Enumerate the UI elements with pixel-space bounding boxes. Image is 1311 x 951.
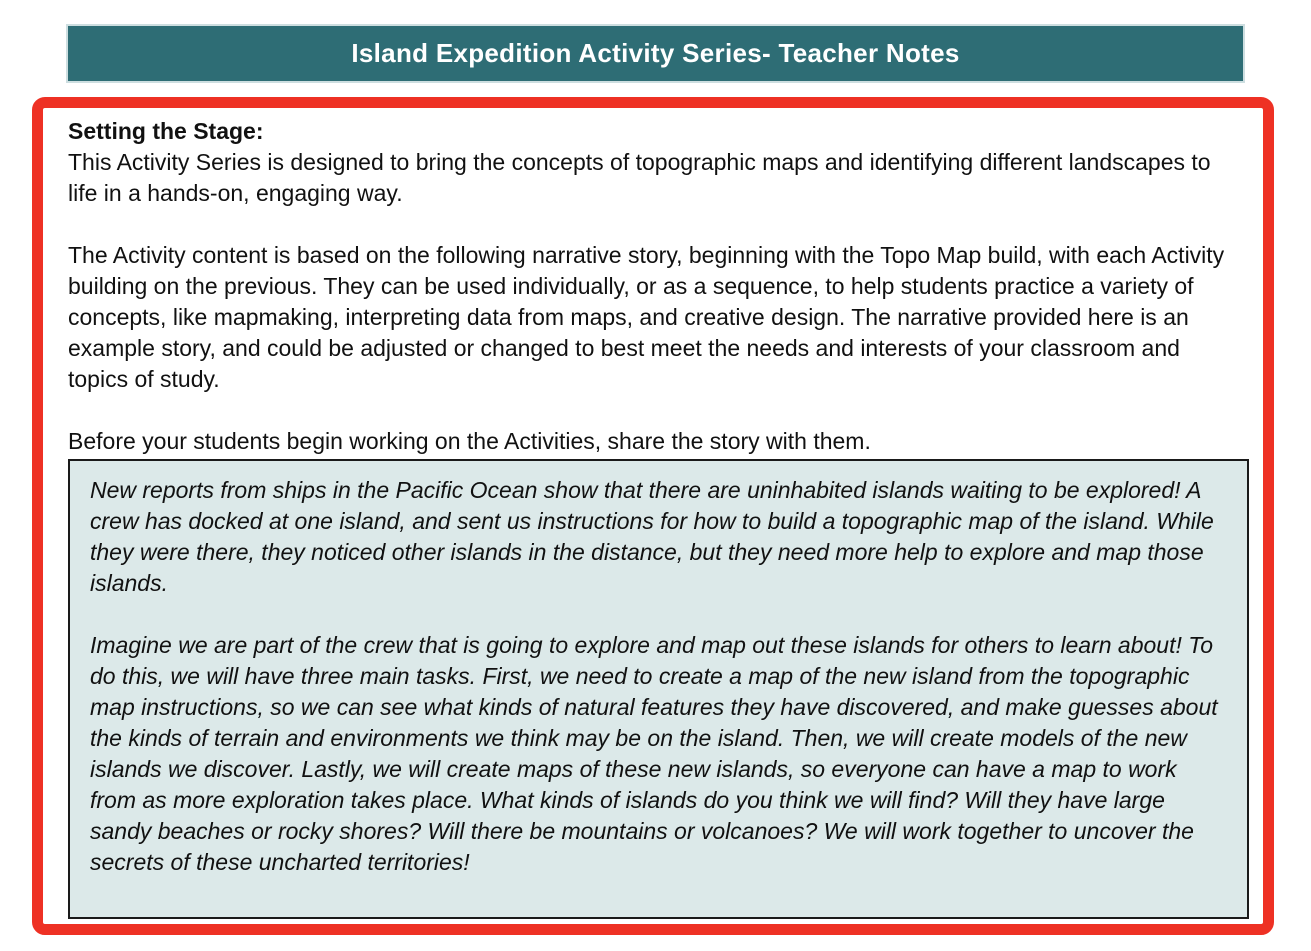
intro-paragraph: This Activity Series is designed to bring the concepts of topographic maps and identifying different landscapes to life in a hands-on, engaging way.	[68, 149, 1211, 206]
before-activities-line: Before your students begin working on the Activities, share the story with them.	[68, 428, 871, 454]
header-bar	[68, 26, 1243, 81]
section-heading: Setting the Stage:	[68, 118, 264, 144]
activity-content-paragraph: The Activity content is based on the following narrative story, beginning with the Topo Map build, with each Activity building on the previous. They can be used individually, or as a sequence, to help students practice a variety of concepts, like mapmaking, interpreting data from maps, and creative design. The narrative provided here is an example story, and could be adjusted or changed to best meet the needs and interests of your classroom and topics of study.	[68, 242, 1225, 392]
page-title: Island Expedition Activity Series- Teacher Notes	[351, 38, 960, 68]
story-paragraph-second: Imagine we are part of the crew that is going to explore and map out these islands for others to learn about! To do this, we will have three main tasks. First, we need to create a map of the new island from the topographic map instructions, so we can see what kinds of natural features they have discovered, and make guesses about the kinds of terrain and environments we think may be on the island. Then, we will create models of the new islands we discover. Lastly, we will create maps of these new islands, so everyone can have a map to work from as more exploration takes place. What kinds of islands do you think we will find? Will they have large sandy beaches or rocky shores? Will there be mountains or volcanoes? We will work together to uncover the secrets of these uncharted territories!	[90, 632, 1218, 875]
teacher-notes-box	[32, 97, 1274, 935]
narrative-story-box	[68, 459, 1249, 919]
story-paragraph-first: New reports from ships in the Pacific Ocean show that there are uninhabited islands waiting to be explored! A crew has docked at one island, and sent us instructions for how to build a topographic map of the island. While they were there, they noticed other islands in the distance, but they need more help to explore and map those islands.	[90, 477, 1214, 596]
